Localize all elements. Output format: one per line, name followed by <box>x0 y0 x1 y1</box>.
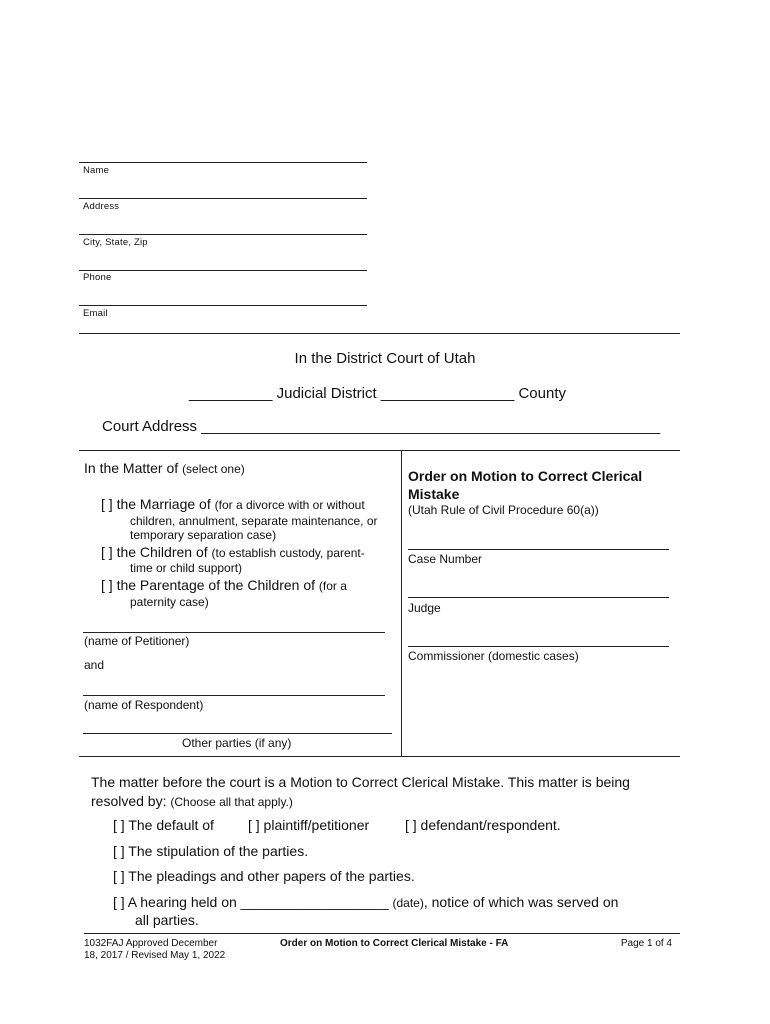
and-label: and <box>84 658 105 672</box>
other-parties-label: Other parties (if any) <box>182 736 292 750</box>
page-number: Page 1 of 4 <box>620 938 672 949</box>
option-defendant[interactable]: [ ] defendant/respondent. <box>405 817 561 833</box>
option-parentage-label: the Parentage of the Children of <box>116 577 316 593</box>
form-id <box>84 938 225 962</box>
option-children-label: the Children of <box>116 544 208 560</box>
district-line <box>189 385 566 402</box>
checkbox-hearing[interactable]: [ ] <box>113 894 125 910</box>
checkbox-marriage[interactable]: [ ] <box>101 496 113 512</box>
district-blank[interactable]: __________ <box>189 385 273 402</box>
petitioner-line[interactable] <box>83 632 385 633</box>
item-hearing <box>113 894 618 910</box>
email-line[interactable] <box>79 305 367 306</box>
form-id-line2: 18, 2017 / Revised May 1, 2022 <box>84 950 226 961</box>
footer-title: Order on Motion to Correct Clerical Mistake - FA <box>280 938 509 949</box>
court-address-line <box>102 418 660 435</box>
option-marriage-hint-3: temporary separation case) <box>130 528 277 542</box>
caption-bottom-border <box>79 756 680 757</box>
commissioner-label: Commissioner (domestic cases) <box>408 649 579 663</box>
option-marriage-hint: (for a divorce with or without <box>214 498 365 512</box>
court-address-blank[interactable]: _______________________________________________________ <box>201 418 661 435</box>
intro-resolved-by: resolved by: <box>91 793 167 809</box>
checkbox-children[interactable]: [ ] <box>101 544 113 560</box>
address-label: Address <box>83 201 120 212</box>
intro-hint: (Choose all that apply.) <box>170 795 293 809</box>
option-children-hint: (to establish custody, parent- <box>211 546 365 560</box>
district-label: Judicial District <box>276 385 377 402</box>
hearing-notice-text: , notice of which was served on <box>423 894 619 910</box>
hearing-label: A hearing held on <box>127 894 237 910</box>
intro-line-1: The matter before the court is a Motion to Correct Clerical Mistake. This matter is being <box>91 774 630 790</box>
court-title: In the District Court of Utah <box>294 350 476 367</box>
respondent-label: (name of Respondent) <box>84 698 204 712</box>
commissioner-line[interactable] <box>408 646 669 647</box>
option-marriage-label: the Marriage of <box>116 496 211 512</box>
option-children-hint-2: time or child support) <box>130 561 243 575</box>
name-line[interactable] <box>79 162 367 163</box>
city-state-zip-label: City, State, Zip <box>83 237 148 248</box>
checkbox-parentage[interactable]: [ ] <box>101 577 113 593</box>
matter-label: In the Matter of <box>84 460 179 476</box>
address-line[interactable] <box>79 198 367 199</box>
hearing-date-blank[interactable]: ___________________ <box>240 894 389 910</box>
item-stipulation[interactable]: [ ] The stipulation of the parties. <box>113 843 309 859</box>
document-title <box>408 468 642 502</box>
caption-center-divider <box>401 450 402 756</box>
county-blank[interactable]: ________________ <box>380 385 515 402</box>
judge-label: Judge <box>408 601 441 615</box>
option-children[interactable] <box>101 544 365 560</box>
respondent-line[interactable] <box>83 695 385 696</box>
hearing-date-hint: (date) <box>392 896 424 910</box>
checkbox-default[interactable]: [ ] <box>113 817 125 833</box>
option-marriage-hint-2: children, annulment, separate maintenance, or <box>130 514 378 528</box>
option-parentage-hint: (for a <box>318 579 347 593</box>
option-plaintiff[interactable]: [ ] plaintiff/petitioner <box>248 817 370 833</box>
hearing-all-parties: all parties. <box>135 912 199 928</box>
case-number-label: Case Number <box>408 552 483 566</box>
phone-label: Phone <box>83 272 112 283</box>
name-label: Name <box>83 165 110 176</box>
form-id-line1: 1032FAJ Approved December <box>84 938 218 949</box>
document-title-line2: Mistake <box>408 486 460 502</box>
rule-citation: (Utah Rule of Civil Procedure 60(a)) <box>408 503 599 517</box>
matter-heading <box>84 460 245 476</box>
caption-top-border <box>79 450 680 451</box>
item-pleadings[interactable]: [ ] The pleadings and other papers of the parties. <box>113 868 415 884</box>
default-label: The default of <box>128 817 214 833</box>
matter-hint: (select one) <box>182 462 245 476</box>
document-title-line1: Order on Motion to Correct Clerical <box>408 468 643 484</box>
header-divider <box>79 333 680 334</box>
option-marriage[interactable] <box>101 496 365 512</box>
email-label: Email <box>83 308 108 319</box>
phone-line[interactable] <box>79 270 367 271</box>
city-state-zip-line[interactable] <box>79 234 367 235</box>
court-address-label: Court Address <box>102 418 198 435</box>
judge-line[interactable] <box>408 597 669 598</box>
county-label: County <box>518 385 566 402</box>
item-default <box>113 817 214 833</box>
intro-line-2 <box>91 793 293 809</box>
case-number-line[interactable] <box>408 549 669 550</box>
option-parentage-hint-2: paternity case) <box>130 595 209 609</box>
option-parentage[interactable] <box>101 577 347 593</box>
petitioner-label: (name of Petitioner) <box>84 634 190 648</box>
footer-divider <box>84 933 680 934</box>
other-parties-line[interactable] <box>83 733 392 734</box>
